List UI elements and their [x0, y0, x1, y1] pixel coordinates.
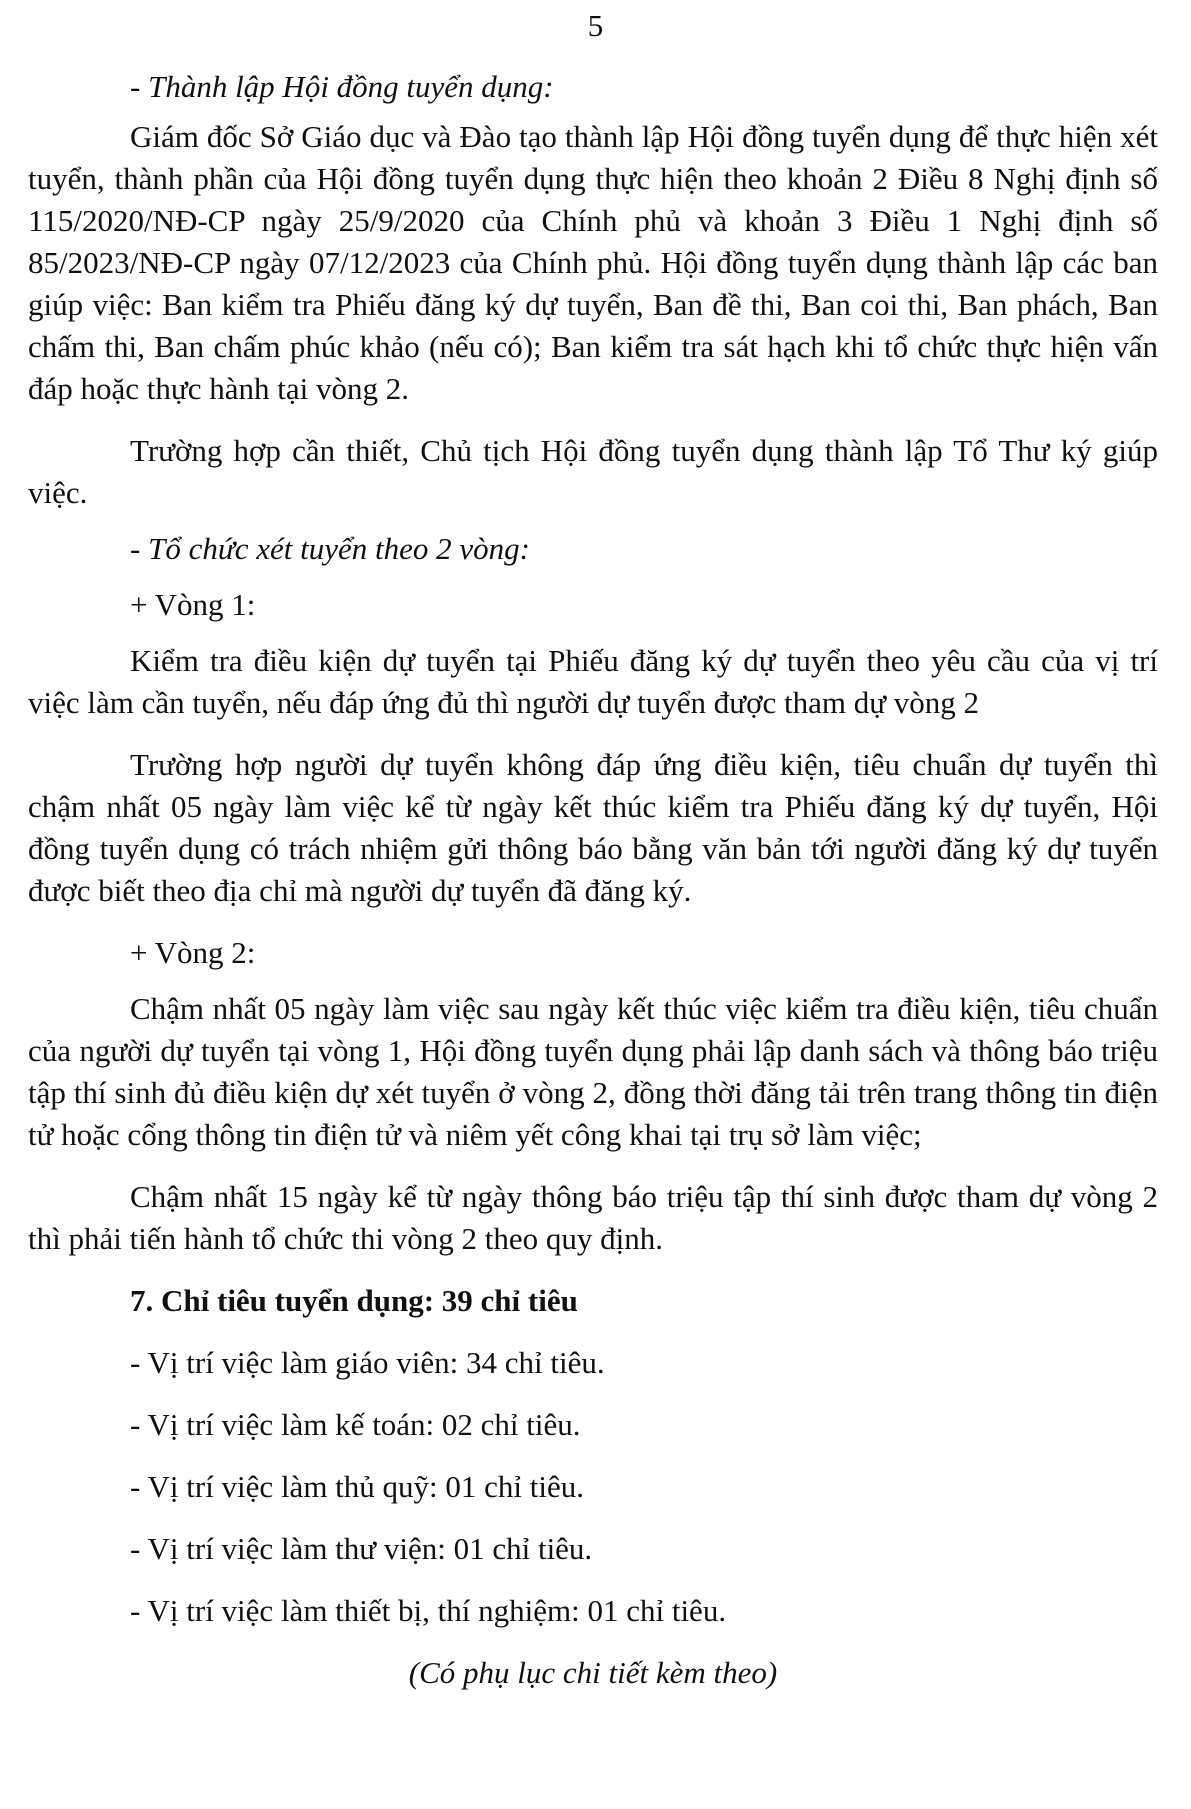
round-1-paragraph: Kiểm tra điều kiện dự tuyển tại Phiếu đăng ký dự tuyển theo yêu cầu của vị trí việc làm cần tuyển, nếu đáp ứng đủ thì người dự tuyển được tham dự vòng 2 [28, 643, 1158, 720]
quota-item: - Vị trí việc làm giáo viên: 34 chỉ tiêu. [130, 1345, 605, 1380]
quota-item: - Vị trí việc làm thiết bị, thí nghiệm: 01 chỉ tiêu. [130, 1593, 727, 1628]
quota-item: - Vị trí việc làm thủ quỹ: 01 chỉ tiêu. [130, 1469, 585, 1504]
rounds-heading: - Tổ chức xét tuyển theo 2 vòng: [130, 531, 530, 566]
round-1-label: + Vòng 1: [130, 587, 256, 622]
quota-item: - Vị trí việc làm kế toán: 02 chỉ tiêu. [130, 1407, 581, 1442]
document-body [28, 66, 1158, 1694]
council-secretary-paragraph: Trường hợp cần thiết, Chủ tịch Hội đồng tuyển dụng thành lập Tổ Thư ký giúp việc. [28, 433, 1158, 510]
page-number: 5 [587, 8, 604, 43]
council-heading: - Thành lập Hội đồng tuyển dụng: [130, 69, 554, 104]
appendix-note: (Có phụ lục chi tiết kèm theo) [408, 1655, 778, 1690]
round-1-notice-paragraph: Trường hợp người dự tuyển không đáp ứng điều kiện, tiêu chuẩn dự tuyển thì chậm nhất 05 ngày làm việc kể từ ngày kết thúc kiểm tra Phiếu đăng ký dự tuyển, Hội đồng tuyển dụng có trách nhiệm gửi thông báo bằng văn bản tới người đăng ký dự tuyển được biết theo địa chỉ mà người dự tuyển đã đăng ký. [28, 747, 1158, 908]
quota-item: - Vị trí việc làm thư viện: 01 chỉ tiêu. [130, 1531, 593, 1566]
round-2-paragraph: Chậm nhất 05 ngày làm việc sau ngày kết thúc việc kiểm tra điều kiện, tiêu chuẩn của người dự tuyển tại vòng 1, Hội đồng tuyển dụng phải lập danh sách và thông báo triệu tập thí sinh đủ điều kiện dự xét tuyển ở vòng 2, đồng thời đăng tải trên trang thông tin điện tử hoặc cổng thông tin điện tử và niêm yết công khai tại trụ sở làm việc; [28, 991, 1158, 1152]
quota-heading: 7. Chỉ tiêu tuyển dụng: 39 chỉ tiêu [130, 1283, 578, 1318]
round-2-label: + Vòng 2: [130, 935, 256, 970]
council-paragraph: Giám đốc Sở Giáo dục và Đào tạo thành lập Hội đồng tuyển dụng để thực hiện xét tuyển, thành phần của Hội đồng tuyển dụng thực hiện theo khoản 2 Điều 8 Nghị định số 115/2020/NĐ-CP ngày 25/9/2020 của Chính phủ và khoản 3 Điều 1 Nghị định số 85/2023/NĐ-CP ngày 07/12/2023 của Chính phủ. Hội đồng tuyển dụng thành lập các ban giúp việc: Ban kiểm tra Phiếu đăng ký dự tuyển, Ban đề thi, Ban coi thi, Ban phách, Ban chấm thi, Ban chấm phúc khảo (nếu có); Ban kiểm tra sát hạch khi tổ chức thực hiện vấn đáp hoặc thực hành tại vòng 2. [28, 119, 1158, 406]
round-2-deadline-paragraph: Chậm nhất 15 ngày kể từ ngày thông báo triệu tập thí sinh được tham dự vòng 2 thì phải tiến hành tổ chức thi vòng 2 theo quy định. [28, 1179, 1158, 1256]
